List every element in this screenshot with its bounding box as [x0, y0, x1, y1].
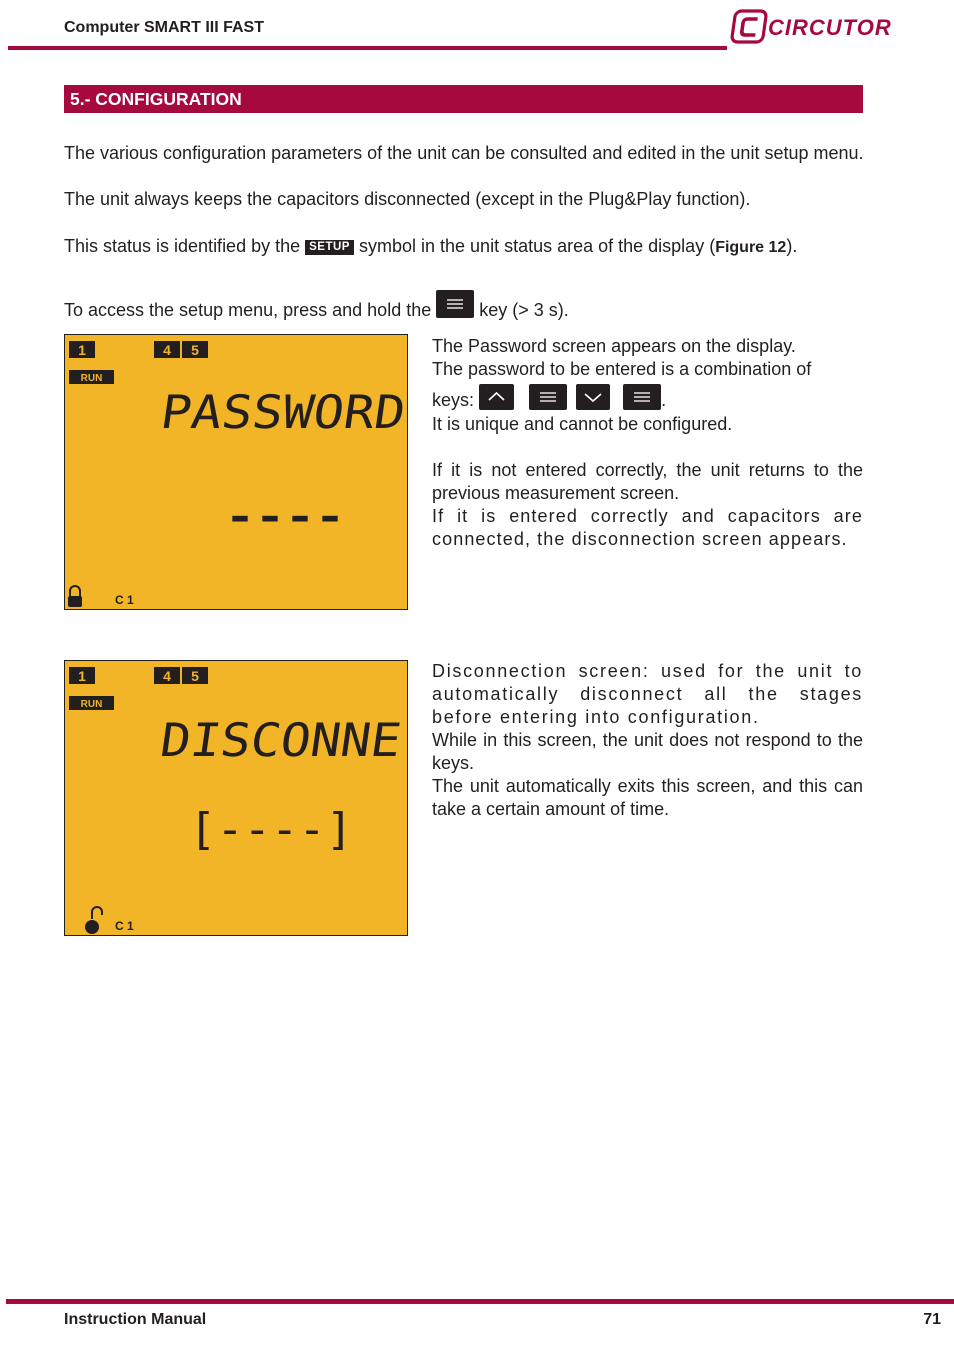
lcd-password-screen: [64, 334, 408, 610]
lcd-value-text: [----]: [189, 804, 353, 855]
password-description: [432, 335, 863, 551]
password-keys-line: [432, 384, 863, 413]
password-keys-end: .: [661, 390, 667, 410]
lcd-value-text: ----: [225, 494, 345, 540]
intro-paragraph-2: The unit always keeps the capacitors disconnected (except in the Plug&Play function).: [64, 189, 751, 209]
intro-p3-after: symbol in the unit status area of the display (: [359, 236, 716, 256]
intro-p3-before: This status is identified by the: [64, 236, 301, 256]
down-key-icon: [576, 384, 610, 410]
lcd-stage-5: 5: [191, 668, 199, 684]
footer-manual-title: Instruction Manual: [64, 1311, 207, 1328]
disconnect-line-2: While in this screen, the unit does not respond to the keys.: [432, 730, 863, 773]
lcd-status-run: RUN: [80, 373, 103, 384]
lcd-status-run: RUN: [80, 699, 103, 710]
lcd-stage-4: 4: [163, 668, 171, 684]
menu-key-icon: [436, 290, 474, 318]
intro-paragraph-3: [64, 235, 864, 259]
lcd-stage-4: 4: [163, 342, 171, 358]
page-number: 71: [923, 1311, 941, 1328]
password-line-2: The password to be entered is a combination of: [432, 359, 812, 379]
lcd-stage-1: 1: [78, 342, 86, 358]
intro-p4-after: key (> 3 s).: [479, 300, 569, 320]
header-title: Computer SMART III FAST: [64, 19, 264, 36]
intro-paragraph-4: [64, 290, 864, 322]
figure-reference: Figure 12: [715, 239, 787, 256]
menu-key-icon-3: [623, 384, 661, 410]
setup-symbol: SETUP: [305, 240, 354, 255]
disconnect-line-3: The unit automatically exits this screen, and this can take a certain amount of time.: [432, 776, 863, 819]
disconnect-line-1: Disconnection screen: used for the unit to automatically disconnect all the stages before entering into configuration.: [432, 661, 863, 727]
circutor-logo: [730, 9, 910, 45]
password-keys-label: keys:: [432, 390, 475, 410]
circutor-logo-mark: [731, 11, 766, 42]
up-key-icon: [479, 384, 514, 410]
footer-rule: [6, 1299, 954, 1304]
intro-p3-end: ).: [786, 236, 798, 256]
lcd-channel: C 1: [115, 593, 134, 607]
intro-paragraph-1: The various configuration parameters of the unit can be consulted and edited in the unit setup menu.: [64, 143, 864, 163]
lcd-disconnect-screen: [64, 660, 408, 936]
lock-open-icon: [85, 907, 102, 934]
intro-p4-before: To access the setup menu, press and hold the: [64, 300, 432, 320]
section-heading: 5.- CONFIGURATION: [64, 85, 863, 113]
menu-key-icon-2: [529, 384, 567, 410]
password-line-4: It is unique and cannot be configured.: [432, 414, 733, 434]
lcd-main-text: DISCONNE: [157, 713, 387, 767]
lcd-channel: C 1: [115, 919, 134, 933]
password-line-5: If it is not entered correctly, the unit returns to the previous measurement screen.: [432, 460, 863, 503]
lcd-stage-5: 5: [191, 342, 199, 358]
lcd-main-text: PASSWORD: [157, 385, 387, 439]
header-rule: [8, 46, 727, 50]
lcd-stage-1: 1: [78, 668, 86, 684]
password-line-6: If it is entered correctly and capacitors are connected, the disconnection screen appears.: [432, 506, 863, 549]
lock-closed-icon: [68, 586, 82, 607]
brand-name: CIRCUTOR: [768, 15, 892, 40]
password-line-1: The Password screen appears on the display.: [432, 336, 796, 356]
disconnect-description: [432, 660, 863, 821]
